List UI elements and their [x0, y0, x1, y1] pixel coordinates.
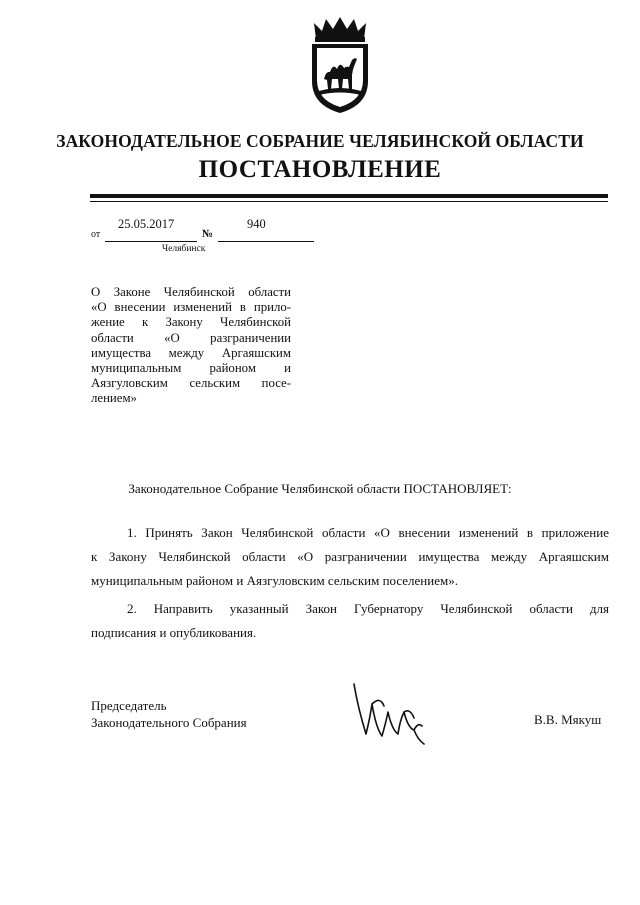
header-rule-thick [90, 194, 608, 198]
header-rule-thin [90, 201, 608, 202]
organization-title: ЗАКОНОДАТЕЛЬНОЕ СОБРАНИЕ ЧЕЛЯБИНСКОЙ ОБЛАСТИ [56, 131, 584, 151]
subject-line: «О внесении изменений в прило- [91, 300, 291, 315]
date-label: от [91, 229, 101, 240]
signatory-name: В.В. Мякуш [534, 712, 602, 727]
date-underline [105, 241, 197, 242]
paragraph-line: 2. Направить указанный Закон Губернатору Челябинской области для [127, 601, 609, 616]
paragraph-line: к Закону Челябинской области «О разграничении имущества между Аргаяшским [91, 549, 609, 564]
city-label: Челябинск [162, 244, 206, 254]
signatory-title-line: Председатель [91, 698, 167, 713]
document-subject [91, 285, 291, 407]
subject-line: жение к Закону Челябинской [91, 315, 291, 330]
paragraph-line: 1. Принять Закон Челябинской области «О внесении изменений в приложение [127, 525, 609, 540]
coat-of-arms-emblem [300, 15, 380, 115]
subject-line: лением» [91, 391, 137, 406]
signatory-title [91, 697, 247, 731]
number-value: 940 [247, 217, 266, 231]
paragraph-line: муниципальным районом и Аязгуловским сельским поселением». [91, 573, 458, 588]
resolution-statement: Законодательное Собрание Челябинской области ПОСТАНОВЛЯЕТ: [128, 481, 512, 496]
subject-line: области «О разграничении [91, 330, 291, 345]
number-label: № [202, 228, 214, 240]
subject-line: О Законе Челябинской области [91, 285, 291, 299]
paragraph-line: подписания и опубликования. [91, 625, 257, 640]
document-type-title: ПОСТАНОВЛЕНИЕ [198, 156, 442, 183]
paragraph-2 [91, 597, 609, 645]
handwritten-signature [344, 678, 434, 748]
subject-line: имущества между Аргаяшским [91, 345, 291, 360]
paragraph-1 [91, 521, 609, 593]
date-value: 25.05.2017 [118, 217, 175, 231]
subject-line: муниципальным районом и [91, 361, 291, 376]
subject-line: Аязгуловским сельским посе- [91, 376, 291, 391]
signatory-title-line: Законодательного Собрания [91, 715, 247, 730]
number-underline [218, 241, 314, 242]
